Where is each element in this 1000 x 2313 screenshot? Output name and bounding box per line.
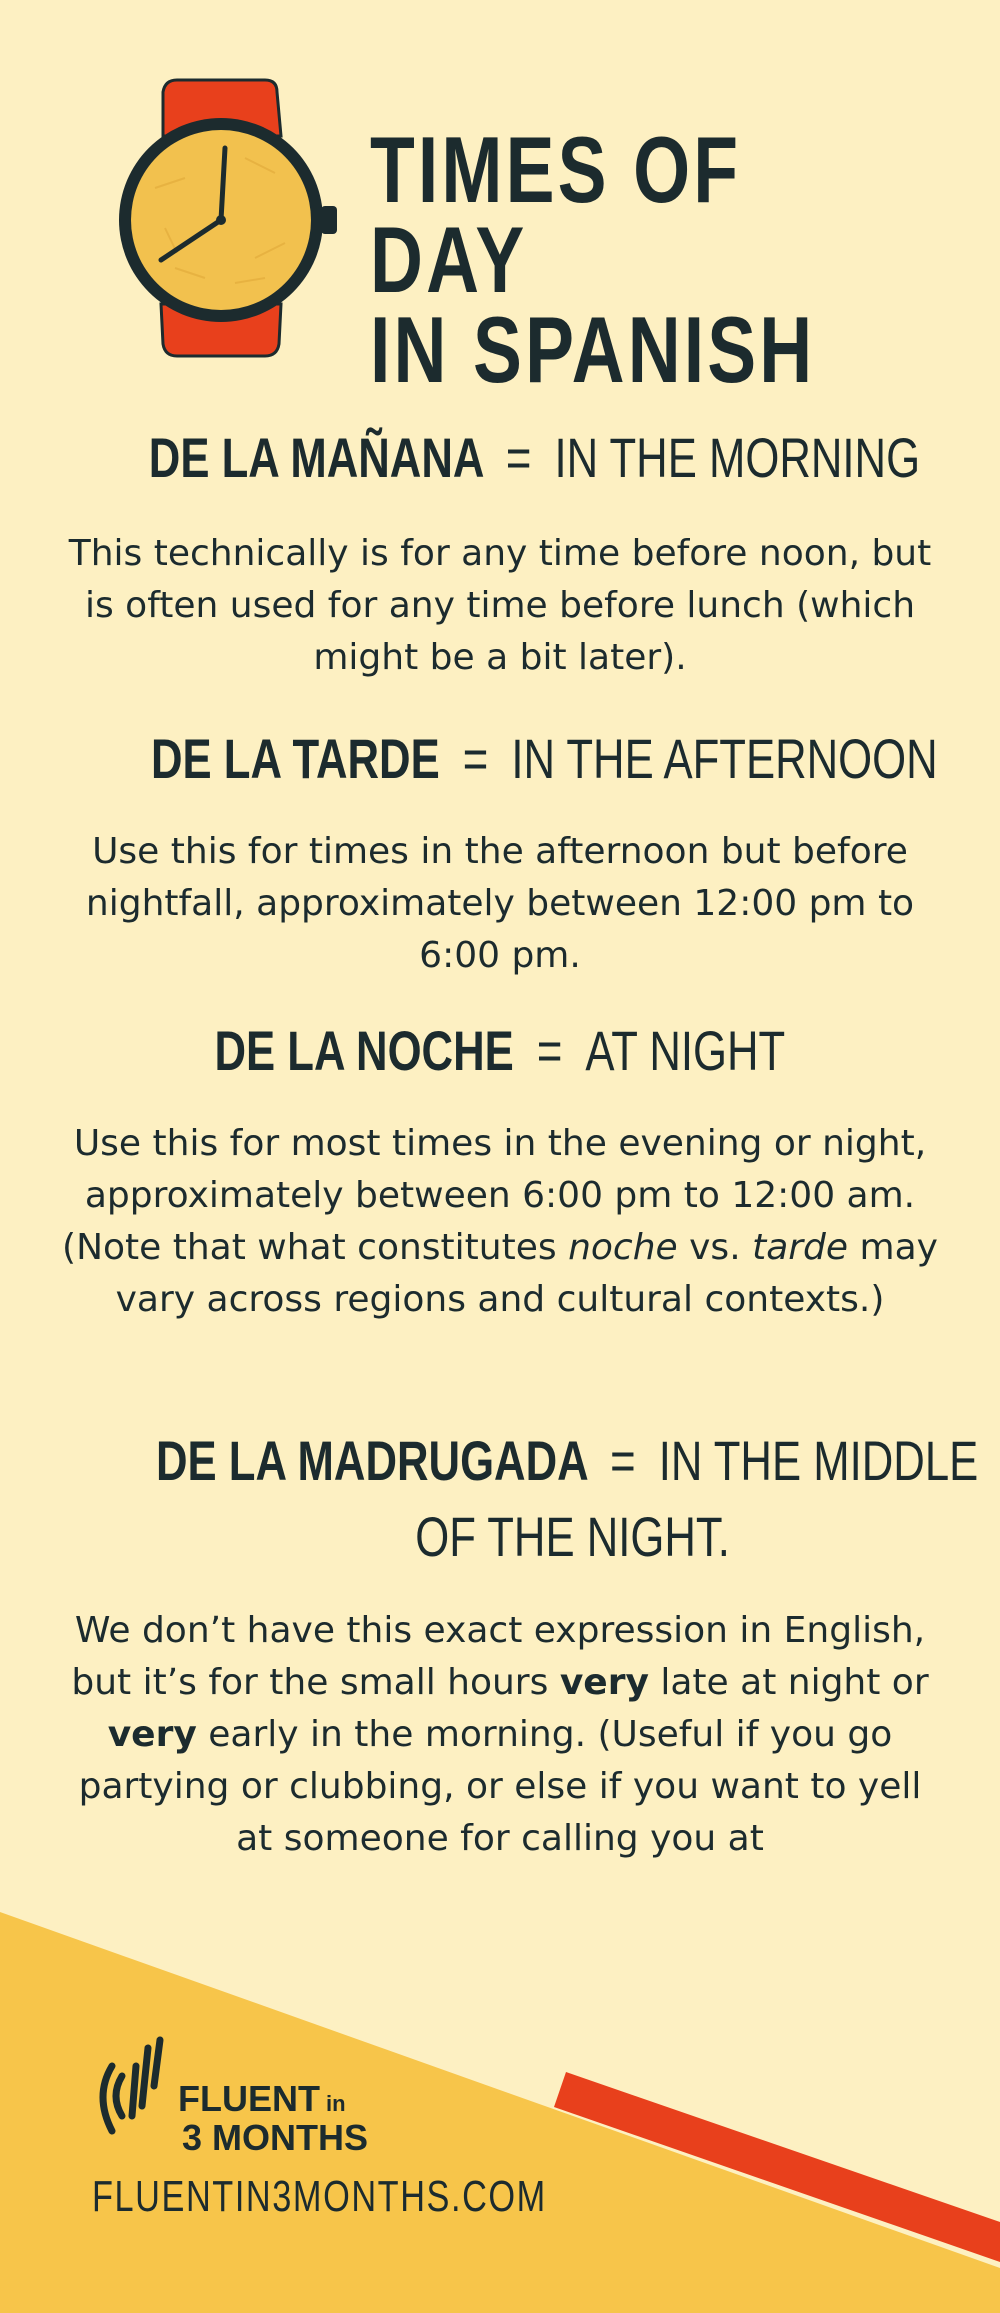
title-line-1: TIMES OF DAY [370, 117, 742, 312]
logo-3-months: 3 MONTHS [182, 2117, 369, 2158]
logo-fluent: FLUENT [178, 2078, 320, 2119]
equals-sign: = [536, 1019, 563, 1082]
description-text: vs. [677, 1227, 753, 1268]
brand-logo[interactable] [92, 2036, 382, 2156]
website-link[interactable]: FLUENTIN3MONTHS.COM [92, 2172, 547, 2221]
term-name: DE LA MADRUGADA [155, 1429, 588, 1492]
title-line-2: IN SPANISH [370, 297, 816, 402]
description-bold-very: very [559, 1662, 649, 1703]
logo-wordmark [178, 2078, 369, 2158]
term-heading-tarde [40, 726, 960, 792]
term-name: DE LA MAÑANA [148, 426, 483, 489]
term-description-manana: This technically is for any time before noon, but is often used for any time before lunch (which might be a bit later). [68, 533, 932, 678]
description-text: We don’t have this exact expression in English, but it’s for the small hours [71, 1610, 926, 1703]
term-meaning: AT NIGHT [585, 1019, 786, 1082]
description-text: late at night or [648, 1662, 929, 1703]
sound-waves-icon [92, 2036, 172, 2151]
term-description-noche [60, 1118, 940, 1326]
logo-in: in [325, 2091, 346, 2116]
term-meaning: IN THE MORNING [554, 426, 921, 489]
term-meaning: IN THE MIDDLE [658, 1429, 979, 1492]
equals-sign: = [462, 727, 489, 790]
term-meaning-line-2: OF THE NIGHT. [415, 1505, 730, 1568]
term-name: DE LA TARDE [150, 727, 440, 790]
equals-sign: = [610, 1429, 636, 1492]
term-meaning: IN THE AFTERNOON [511, 727, 938, 790]
wristwatch-icon [115, 78, 355, 358]
term-heading-manana [40, 425, 960, 491]
equals-sign: = [505, 426, 532, 489]
term-heading-noche [40, 1018, 960, 1084]
page-title [370, 117, 838, 402]
description-text: Use this for most times in the evening or night, approximately between 6:00 pm to 12:00 am. (Note that what constitutes [62, 1123, 927, 1268]
term-description-madrugada [60, 1605, 940, 1865]
term-heading-madrugada [40, 1423, 979, 1575]
description-emphasis-tarde: tarde [752, 1227, 849, 1268]
term-description-tarde: Use this for times in the afternoon but before nightfall, approximately between 12:00 pm to 6:00 pm. [85, 831, 915, 976]
description-bold-very: very [107, 1714, 197, 1755]
description-emphasis-noche: noche [568, 1227, 678, 1268]
term-name: DE LA NOCHE [214, 1019, 514, 1082]
description-text: may vary across regions and cultural contexts.) [115, 1227, 938, 1320]
description-text: early in the morning. (Useful if you go partying or clubbing, or else if you want to yell at someone for calling you at [78, 1714, 922, 1859]
